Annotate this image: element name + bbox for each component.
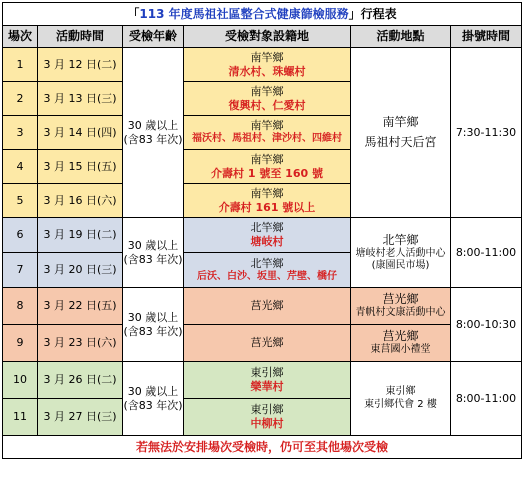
age-line1: 30 歲以上	[127, 238, 179, 252]
age-line1: 30 歲以上	[127, 384, 179, 398]
title-suffix: 行程表	[360, 6, 397, 21]
session-date: 3 月 13 日(三)	[38, 82, 123, 116]
residence-cell	[184, 48, 351, 82]
location-line2: 東莒國小禮堂	[370, 344, 431, 356]
table-row	[3, 288, 522, 325]
age-line1: 30 歲以上	[127, 310, 179, 324]
village-names: 塘岐村	[250, 235, 284, 248]
session-date: 3 月 20 日(三)	[38, 253, 123, 288]
title-quote-open: 「	[127, 6, 140, 21]
location-cell	[351, 48, 451, 218]
village-names: 后沃、白沙、坂里、芹壁、橋仔	[197, 270, 337, 282]
village-names: 復興村、仁愛村	[228, 98, 306, 112]
session-no: 5	[3, 184, 38, 218]
header-reg-time: 掛號時間	[451, 26, 522, 48]
residence-cell	[184, 184, 351, 218]
residence-cell	[184, 253, 351, 288]
village-names: 福沃村、馬祖村、津沙村、四維村	[192, 133, 342, 145]
table-row	[3, 362, 522, 399]
village-names: 清水村、珠螺村	[228, 64, 306, 78]
residence-cell	[184, 288, 351, 325]
footer-note: 若無法於安排場次受檢時，仍可至其他場次受檢	[3, 436, 522, 459]
town-name: 莒光鄉	[250, 299, 284, 313]
residence-cell	[184, 325, 351, 362]
location-line2: 馬祖村天后宮	[364, 134, 437, 149]
village-names: 中柳村	[250, 417, 284, 430]
town-name: 南竿鄉	[250, 152, 284, 166]
header-location: 活動地點	[351, 26, 451, 48]
session-no: 4	[3, 150, 38, 184]
residence-cell	[184, 82, 351, 116]
age-cell	[123, 362, 184, 436]
location-line3: (康園民市場)	[371, 260, 430, 271]
session-no: 11	[3, 399, 38, 436]
session-no: 10	[3, 362, 38, 399]
town-name: 東引鄉	[250, 366, 284, 380]
residence-cell	[184, 218, 351, 253]
location-line1: 北竿鄉	[382, 232, 419, 247]
session-date: 3 月 26 日(二)	[38, 362, 123, 399]
location-line1: 東引鄉	[385, 386, 416, 397]
session-date: 3 月 16 日(六)	[38, 184, 123, 218]
location-line2: 青帆村文康活動中心	[355, 307, 446, 319]
session-no: 2	[3, 82, 38, 116]
residence-cell	[184, 362, 351, 399]
session-date: 3 月 22 日(五)	[38, 288, 123, 325]
age-cell	[123, 288, 184, 362]
table-row	[3, 48, 522, 82]
page-title	[3, 3, 522, 26]
session-no: 8	[3, 288, 38, 325]
location-line2: 塘岐村老人活動中心	[355, 247, 446, 259]
town-name: 東引鄉	[250, 403, 284, 417]
town-name: 南竿鄉	[250, 186, 284, 200]
session-no: 9	[3, 325, 38, 362]
town-name: 南竿鄉	[250, 119, 284, 133]
session-date: 3 月 12 日(二)	[38, 48, 123, 82]
town-name: 莒光鄉	[250, 336, 284, 350]
reg-time-cell: 8:00-11:00	[451, 362, 522, 436]
location-line1: 莒光鄉	[382, 329, 419, 344]
header-row	[3, 26, 522, 48]
title-main: 113 年度馬祖社區整合式健康篩檢服務	[139, 6, 349, 21]
village-names: 介壽村 1 號至 160 號	[211, 166, 323, 180]
header-date: 活動時間	[38, 26, 123, 48]
town-name: 北竿鄉	[250, 256, 284, 270]
session-date: 3 月 23 日(六)	[38, 325, 123, 362]
location-line1: 南竿鄉	[382, 115, 419, 130]
age-line1: 30 歲以上	[127, 118, 179, 132]
session-no: 6	[3, 218, 38, 253]
location-cell	[351, 288, 451, 325]
age-line2: (含83 年次)	[123, 398, 183, 412]
age-line2: (含83 年次)	[123, 252, 183, 266]
village-names: 樂華村	[250, 380, 284, 393]
location-line2: 東引鄉代會 2 樓	[364, 398, 437, 410]
location-cell	[351, 362, 451, 436]
header-residence: 受檢對象設籍地	[184, 26, 351, 48]
session-date: 3 月 15 日(五)	[38, 150, 123, 184]
schedule-table	[2, 2, 522, 459]
age-cell	[123, 48, 184, 218]
header-session: 場次	[3, 26, 38, 48]
residence-cell	[184, 150, 351, 184]
age-line2: (含83 年次)	[123, 324, 183, 338]
village-names: 介壽村 161 號以上	[218, 200, 316, 214]
residence-cell	[184, 116, 351, 150]
schedule-document	[2, 2, 521, 459]
session-no: 1	[3, 48, 38, 82]
location-line1: 莒光鄉	[382, 292, 419, 307]
reg-time-cell: 8:00-10:30	[451, 288, 522, 362]
town-name: 南竿鄉	[250, 50, 284, 64]
reg-time-cell: 8:00-11:00	[451, 218, 522, 288]
session-date: 3 月 19 日(二)	[38, 218, 123, 253]
header-age: 受檢年齡	[123, 26, 184, 48]
town-name: 南竿鄉	[250, 84, 284, 98]
table-row	[3, 325, 522, 362]
session-no: 3	[3, 116, 38, 150]
session-date: 3 月 14 日(四)	[38, 116, 123, 150]
reg-time-cell: 7:30-11:30	[451, 48, 522, 218]
age-line2: (含83 年次)	[123, 132, 183, 146]
age-cell	[123, 218, 184, 288]
location-cell	[351, 218, 451, 288]
title-quote-close: 」	[348, 6, 361, 21]
location-cell	[351, 325, 451, 362]
session-date: 3 月 27 日(三)	[38, 399, 123, 436]
session-no: 7	[3, 253, 38, 288]
town-name: 北竿鄉	[250, 221, 284, 235]
table-row	[3, 218, 522, 253]
residence-cell	[184, 399, 351, 436]
